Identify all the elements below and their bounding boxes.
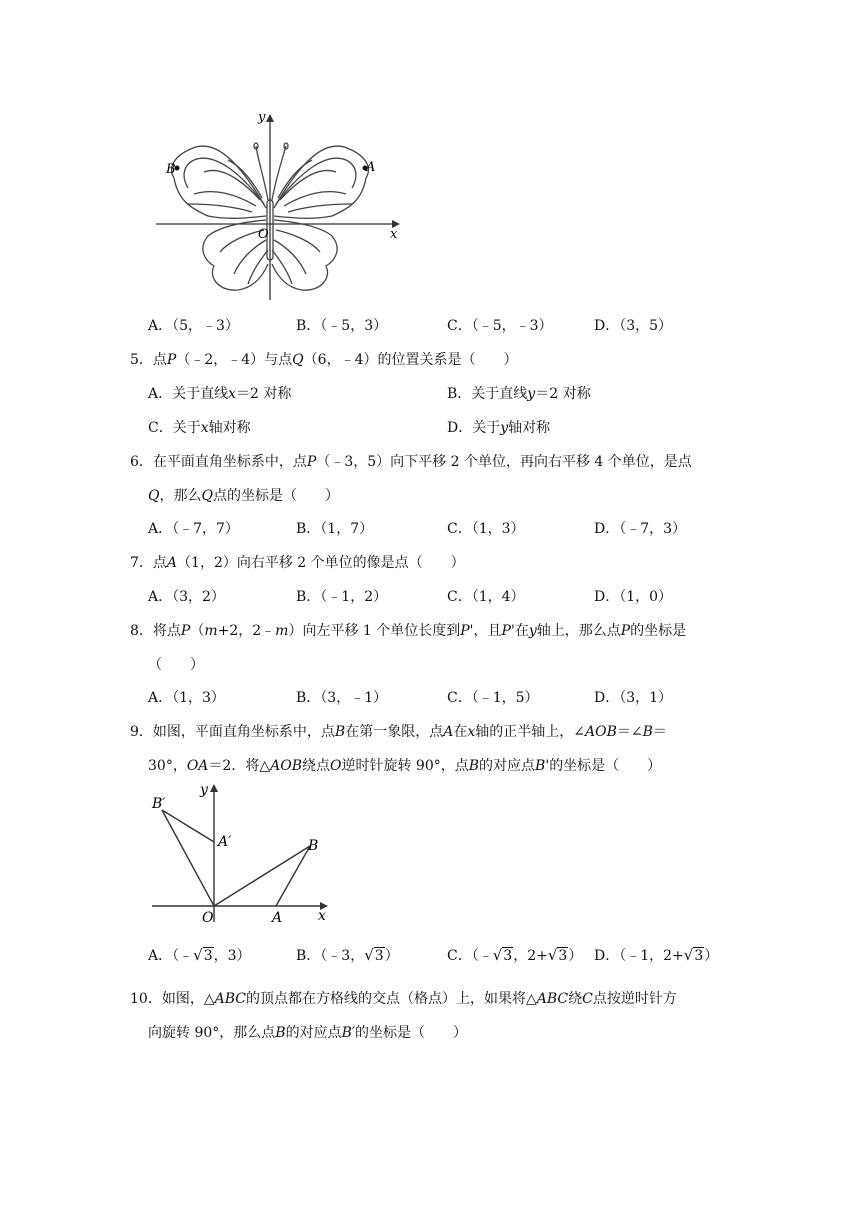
q5-option-a[interactable]: A．关于直线x＝2 对称 [148, 386, 292, 402]
q8-option-c[interactable]: C．（﹣1，5） [447, 690, 539, 706]
q7-stem: 7．点A（1，2）向右平移 2 个单位的像是点（ ） [130, 555, 465, 571]
q9-axis-x-label: x [318, 908, 326, 924]
q4-option-a[interactable]: A．（5，﹣3） [148, 318, 239, 334]
sqrt-symbol: √3 [492, 946, 513, 964]
q8-stem-line-1: 8．将点P（m+2，2﹣m）向左平移 1 个单位长度到P'，且P'在y轴上，那么点P的坐标是 [130, 623, 687, 639]
butterfly-figure [148, 108, 408, 304]
q9-option-a[interactable]: A．（﹣√3，3） [148, 946, 251, 964]
q7-option-c[interactable]: C．（1，4） [447, 589, 525, 605]
q9-option-d[interactable]: D．（﹣1，2+√3） [594, 946, 719, 964]
q9-point-b-label: B [308, 838, 319, 854]
q8-stem-line-2: （ ） [148, 657, 204, 673]
q4-option-c[interactable]: C．（﹣5，﹣3） [447, 318, 553, 334]
q8-option-a[interactable]: A．（1，3） [148, 690, 225, 706]
q5-option-b[interactable]: B．关于直线y＝2 对称 [447, 386, 591, 402]
point-a-label: A [366, 160, 376, 175]
q9-stem-line-1: 9．如图，平面直角坐标系中，点B在第一象限，点A在x轴的正半轴上，∠AOB＝∠B＝ [130, 724, 667, 740]
sqrt-symbol: √3 [193, 946, 213, 964]
q9-axis-y-label: y [200, 782, 208, 798]
q9-rotation-figure [148, 780, 338, 926]
q5-option-c[interactable]: C．关于x轴对称 [148, 420, 251, 436]
q9-point-b-prime-label: B′ [152, 796, 166, 812]
q6-stem-line-2: Q，那么Q点的坐标是（ ） [148, 488, 339, 504]
q7-option-d[interactable]: D．（1，0） [594, 589, 673, 605]
q8-option-b[interactable]: B．（3，﹣1） [296, 690, 388, 706]
q9-stem-line-2: 30°，OA＝2．将△AOB绕点O逆时针旋转 90°，点B的对应点B'的坐标是（ ） [148, 758, 662, 774]
q8-option-d[interactable]: D．（3，1） [594, 690, 673, 706]
sqrt-symbol: √3 [547, 946, 568, 964]
q10-stem-line-1: 10．如图，△ABC的顶点都在方格线的交点（格点）上，如果将△ABC绕C点按逆时针方 [130, 991, 677, 1007]
q6-stem-line-1: 6．在平面直角坐标系中，点P（﹣3，5）向下平移 2 个单位，再向右平移 4 个单位，是点 [130, 454, 692, 470]
q10-stem-line-2: 向旋转 90°，那么点B的对应点B′的坐标是（ ） [148, 1025, 468, 1041]
origin-label: O [258, 227, 269, 242]
q5-option-d[interactable]: D．关于y轴对称 [447, 420, 551, 436]
q7-option-b[interactable]: B．（﹣1，2） [296, 589, 388, 605]
q6-option-c[interactable]: C．（1，3） [447, 521, 525, 537]
sqrt-symbol: √3 [364, 946, 384, 964]
q7-option-a[interactable]: A．（3，2） [148, 589, 225, 605]
q4-option-d[interactable]: D．（3，5） [594, 318, 673, 334]
q6-option-b[interactable]: B．（1，7） [296, 521, 374, 537]
q6-option-d[interactable]: D．（﹣7，3） [594, 521, 687, 537]
q9-point-a-prime-label: A′ [218, 834, 232, 850]
q9-option-b[interactable]: B．（﹣3，√3） [296, 946, 399, 964]
q4-option-b[interactable]: B．（﹣5，3） [296, 318, 388, 334]
axis-x-label: x [390, 227, 398, 242]
q6-option-a[interactable]: A．（﹣7，7） [148, 521, 239, 537]
axis-y-label: y [258, 110, 266, 125]
q9-option-c[interactable]: C．（﹣√3，2+√3） [447, 946, 583, 964]
point-b-label: B [166, 162, 176, 177]
sqrt-symbol: √3 [683, 946, 704, 964]
q9-origin-label: O [202, 910, 214, 926]
q9-point-a-label: A [272, 910, 283, 926]
q5-stem: 5．点P（﹣2，﹣4）与点Q（6，﹣4）的位置关系是（ ） [130, 352, 518, 368]
